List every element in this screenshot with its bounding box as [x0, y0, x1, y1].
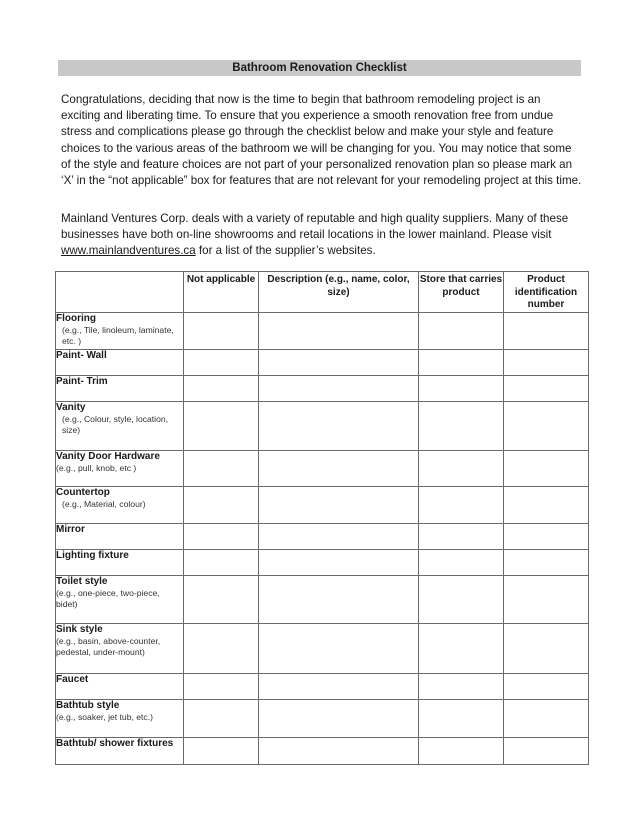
description-cell[interactable] — [259, 401, 419, 450]
item-name: Vanity Door Hardware — [56, 450, 160, 462]
table-row — [56, 623, 589, 673]
item-name: Faucet — [56, 673, 89, 685]
item-hint: (e.g., Colour, style, location, size) — [62, 413, 169, 435]
table-row — [56, 375, 589, 401]
item-cell — [56, 401, 184, 450]
item-name: Toilet style — [56, 575, 108, 587]
item-cell — [56, 737, 184, 764]
store-cell[interactable] — [419, 549, 504, 575]
suppliers-paragraph — [61, 211, 583, 260]
item-hint: (e.g., Material, colour) — [62, 498, 146, 509]
header-product-id: Product identification number — [504, 272, 589, 313]
item-cell — [56, 523, 184, 549]
description-cell[interactable] — [259, 623, 419, 673]
store-cell[interactable] — [419, 673, 504, 699]
store-cell[interactable] — [419, 375, 504, 401]
item-name: Paint- Wall — [56, 349, 107, 361]
not-applicable-cell[interactable] — [184, 375, 259, 401]
store-cell[interactable] — [419, 450, 504, 486]
store-cell[interactable] — [419, 349, 504, 375]
header-not-applicable: Not applicable — [184, 272, 259, 313]
description-cell[interactable] — [259, 549, 419, 575]
header-description: Description (e.g., name, color, size) — [259, 272, 419, 313]
product-id-cell[interactable] — [504, 737, 589, 764]
item-cell — [56, 699, 184, 737]
item-cell — [56, 375, 184, 401]
item-hint: (e.g., basin, above-counter, pedestal, under-mount) — [56, 635, 161, 657]
item-hint: (e.g., one-piece, two-piece, bidet) — [56, 587, 160, 609]
not-applicable-cell[interactable] — [184, 450, 259, 486]
description-cell[interactable] — [259, 312, 419, 349]
not-applicable-cell[interactable] — [184, 349, 259, 375]
header-store: Store that carries product — [419, 272, 504, 313]
table-row — [56, 737, 589, 764]
store-cell[interactable] — [419, 401, 504, 450]
suppliers-text: Mainland Ventures Corp. deals with a variety of reputable and high quality suppliers. Many of these businesses have both on-line showrooms and retail locations in the lower mainland. Please visit — [61, 212, 569, 242]
store-cell[interactable] — [419, 312, 504, 349]
not-applicable-cell[interactable] — [184, 699, 259, 737]
table-row — [56, 450, 589, 486]
intro-paragraph: Congratulations, deciding that now is the time to begin that bathroom remodeling project is an exciting and liberating time. To ensure that you experience a smooth renovation free from undue stress and complications please go through the checklist below and make your style and feature choices to the various areas of the bathroom we will be changing for you. You may notice that some of the style and feature choices are not part of your personalized renovation plan so please mark an ‘X’ in the “not applicable” box for features that are not relevant for your remodeling project at this time. — [61, 93, 582, 188]
table-row — [56, 486, 589, 523]
item-name: Sink style — [56, 623, 103, 635]
item-hint: (e.g., pull, knob, etc ) — [56, 462, 137, 473]
item-cell — [56, 486, 184, 523]
suppliers-text-end: for a list of the supplier’s websites. — [195, 244, 376, 258]
item-cell — [56, 623, 184, 673]
product-id-cell[interactable] — [504, 450, 589, 486]
item-hint: (e.g., soaker, jet tub, etc.) — [56, 711, 153, 722]
item-cell — [56, 312, 184, 349]
table-row — [56, 699, 589, 737]
table-row — [56, 312, 589, 349]
product-id-cell[interactable] — [504, 673, 589, 699]
product-id-cell[interactable] — [504, 523, 589, 549]
item-cell — [56, 673, 184, 699]
product-id-cell[interactable] — [504, 699, 589, 737]
store-cell[interactable] — [419, 623, 504, 673]
item-name: Mirror — [56, 523, 85, 535]
description-cell[interactable] — [259, 349, 419, 375]
description-cell[interactable] — [259, 673, 419, 699]
table-row — [56, 401, 589, 450]
product-id-cell[interactable] — [504, 349, 589, 375]
product-id-cell[interactable] — [504, 623, 589, 673]
description-cell[interactable] — [259, 523, 419, 549]
item-name: Bathtub style — [56, 699, 120, 711]
website-link[interactable]: www.mainlandventures.ca — [61, 244, 196, 258]
description-cell[interactable] — [259, 375, 419, 401]
store-cell[interactable] — [419, 523, 504, 549]
item-hint: (e.g., Tile, linoleum, laminate, etc. ) — [62, 324, 174, 346]
item-cell — [56, 349, 184, 375]
not-applicable-cell[interactable] — [184, 737, 259, 764]
header-row — [56, 272, 589, 313]
table-row — [56, 523, 589, 549]
store-cell[interactable] — [419, 699, 504, 737]
not-applicable-cell[interactable] — [184, 401, 259, 450]
not-applicable-cell[interactable] — [184, 623, 259, 673]
item-name: Paint- Trim — [56, 375, 108, 387]
item-name: Vanity — [56, 401, 86, 413]
product-id-cell[interactable] — [504, 401, 589, 450]
not-applicable-cell[interactable] — [184, 523, 259, 549]
description-cell[interactable] — [259, 486, 419, 523]
table-row — [56, 549, 589, 575]
description-cell[interactable] — [259, 699, 419, 737]
not-applicable-cell[interactable] — [184, 575, 259, 623]
not-applicable-cell[interactable] — [184, 549, 259, 575]
not-applicable-cell[interactable] — [184, 486, 259, 523]
item-cell — [56, 549, 184, 575]
product-id-cell[interactable] — [504, 549, 589, 575]
header-item — [56, 272, 184, 313]
table-row — [56, 673, 589, 699]
product-id-cell[interactable] — [504, 486, 589, 523]
item-name: Lighting fixture — [56, 549, 129, 561]
item-name: Bathtub/ shower fixtures — [56, 737, 174, 749]
item-name: Flooring — [56, 312, 96, 324]
checklist-table — [55, 271, 589, 765]
store-cell[interactable] — [419, 737, 504, 764]
product-id-cell[interactable] — [504, 312, 589, 349]
store-cell[interactable] — [419, 486, 504, 523]
table-row — [56, 575, 589, 623]
not-applicable-cell[interactable] — [184, 312, 259, 349]
not-applicable-cell[interactable] — [184, 673, 259, 699]
product-id-cell[interactable] — [504, 375, 589, 401]
product-id-cell[interactable] — [504, 575, 589, 623]
description-cell[interactable] — [259, 737, 419, 764]
description-cell[interactable] — [259, 575, 419, 623]
description-cell[interactable] — [259, 450, 419, 486]
item-name: Countertop — [56, 486, 110, 498]
item-cell — [56, 575, 184, 623]
document-title: Bathroom Renovation Checklist — [58, 60, 581, 76]
store-cell[interactable] — [419, 575, 504, 623]
table-row — [56, 349, 589, 375]
checklist-body — [56, 312, 589, 764]
item-cell — [56, 450, 184, 486]
